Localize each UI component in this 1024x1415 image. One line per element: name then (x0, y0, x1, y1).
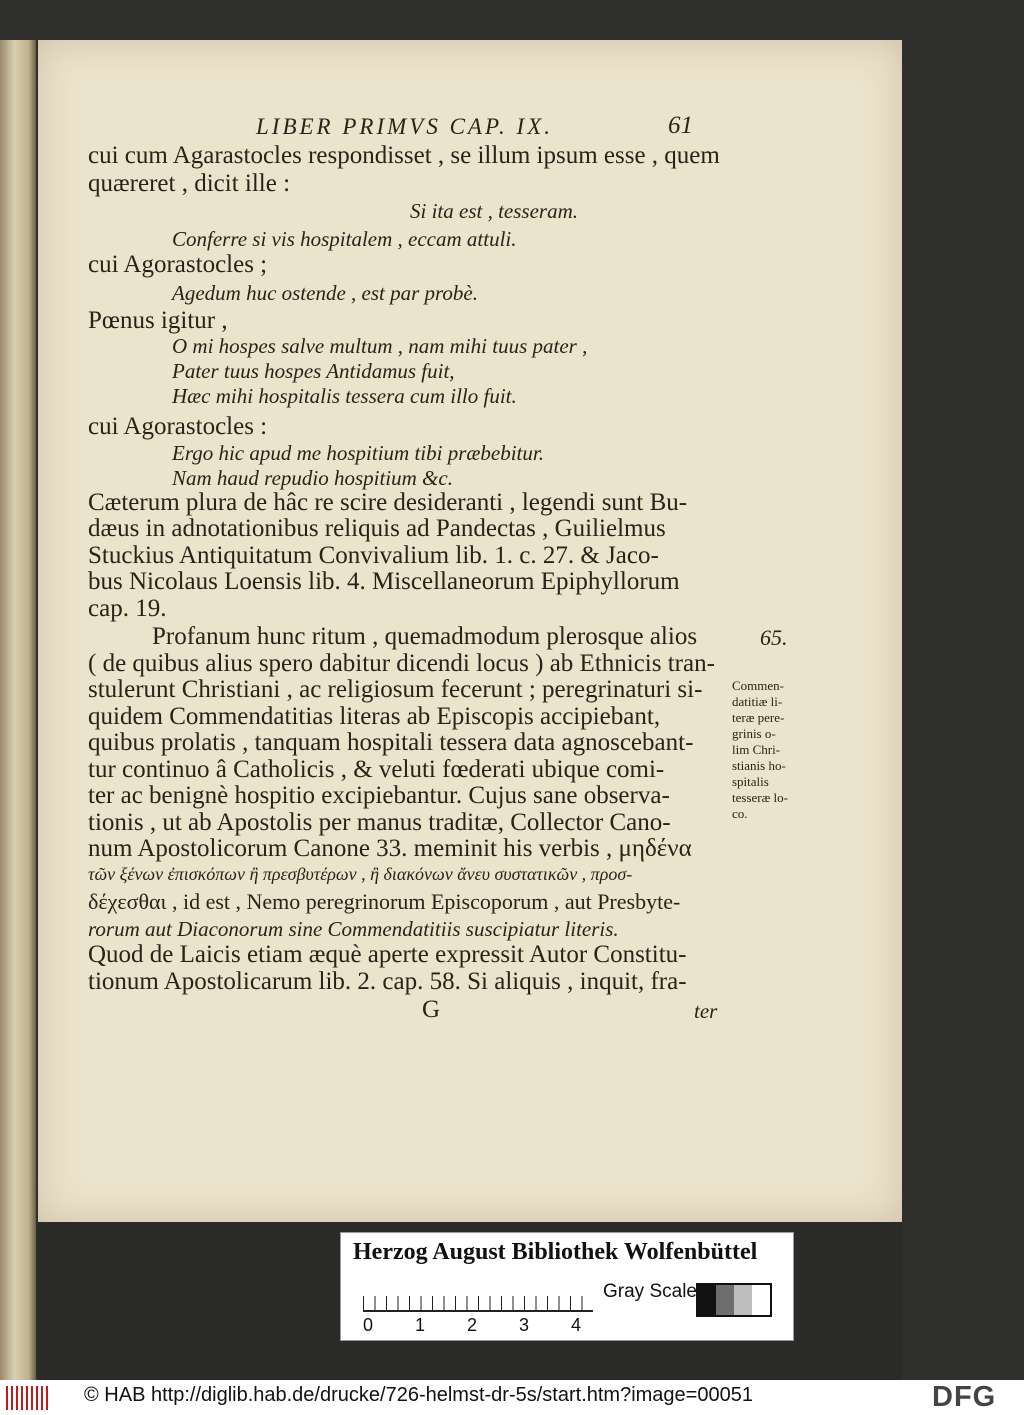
text-line: quibus prolatis , tanquam hospitali tessera data agnoscebant- (88, 729, 694, 756)
text-line: cui Agorastocles : (88, 413, 268, 440)
text-line: tionis , ut ab Apostolis per manus traditæ, Collector Cano- (88, 809, 671, 836)
verse-line: Hæc mihi hospitalis tessera cum illo fuit. (172, 384, 517, 408)
margin-note-line: tesseræ lo- (732, 790, 788, 805)
text-line: num Apostolicorum Canone 33. meminit his verbis , μηδένα (88, 835, 692, 862)
margin-note-line: spitalis (732, 774, 769, 789)
verse-line: Pater tuus hospes Antidamus fuit, (172, 359, 455, 383)
gray-swatch (716, 1285, 734, 1315)
verse-line: Si ita est , tesseram. (410, 199, 578, 223)
text-line: Pœnus igitur , (88, 307, 228, 334)
dfg-logo: DFG (932, 1381, 997, 1413)
text-line: stulerunt Christiani , ac religiosum fecerunt ; peregrinaturi si- (88, 676, 703, 703)
catchword: ter (694, 999, 718, 1023)
text-line: Quod de Laicis etiam æquè aperte expressit Autor Constitu- (88, 941, 687, 968)
margin-note-line: teræ pere- (732, 710, 785, 725)
text-line: ter ac benignè hospitio excipiebantur. Cujus sane observa- (88, 782, 670, 809)
verse-line: Conferre si vis hospitalem , eccam attuli. (172, 227, 517, 251)
text-line: ( de quibus alius spero dabitur dicendi locus ) ab Ethnicis tran- (88, 650, 715, 677)
text-line: quæreret , dicit ille : (88, 170, 291, 197)
scale-number: 1 (415, 1315, 426, 1335)
text-line: bus Nicolaus Loensis lib. 4. Miscellaneorum Epiphyllorum (88, 568, 680, 595)
gray-swatch (752, 1285, 770, 1315)
text-line: dæus in adnotationibus reliquis ad Pandectas , Guilielmus (88, 515, 666, 542)
text-line: tur continuo â Catholicis , & veluti fœderati ubique comi- (88, 756, 665, 783)
footer-bar (0, 1380, 1024, 1415)
margin-number: 65. (760, 625, 788, 650)
left-page-edge (0, 40, 36, 1380)
text-line: cap. 19. (88, 595, 167, 622)
text-line: rorum aut Diaconorum sine Commendatitiis suscipiatur literis. (88, 917, 619, 941)
text-line: cui cum Agarastocles respondisset , se illum ipsum esse , quem (88, 142, 720, 169)
scale-number: 0 (363, 1315, 374, 1335)
text-line: Stuckius Antiquitatum Convivalium lib. 1. c. 27. & Jaco- (88, 542, 659, 569)
margin-note-line: Commen- (732, 678, 784, 693)
text-line: quidem Commendatitias literas ab Episcopis accipiebant, (88, 703, 661, 730)
greek-line: τῶν ξένων ἐπισκόπων ἢ πρεσβυτέρων , ἢ διακόνων ἄνευ συστατικῶν , προσ- (88, 864, 633, 884)
scale-number: 3 (519, 1315, 530, 1335)
text-line: Cæterum plura de hâc re scire desideranti , legendi sunt Bu- (88, 489, 688, 516)
margin-note-line: lim Chri- (732, 742, 781, 757)
margin-note-line: stianis ho- (732, 758, 786, 773)
text-line: δέχεσθαι , id est , Nemo peregrinorum Episcoporum , aut Presbyte- (88, 889, 681, 914)
verse-line: Ergo hic apud me hospitium tibi præbebitur. (172, 441, 544, 465)
page-number: 61 (668, 112, 693, 139)
text-line: cui Agorastocles ; (88, 251, 268, 278)
margin-note-line: co. (732, 806, 748, 821)
text-line: tionum Apostolicarum lib. 2. cap. 58. Si aliquis , inquit, fra- (88, 968, 687, 995)
verse-line: Nam haud repudio hospitium &c. (172, 466, 453, 490)
text-line: Profanum hunc ritum , quemadmodum plerosque alios (152, 623, 698, 650)
verse-line: Agedum huc ostende , est par probè. (172, 281, 478, 305)
gray-scale-label: Gray Scale (603, 1281, 697, 1302)
signature-mark: G (422, 996, 441, 1023)
gray-scale-swatches (696, 1283, 772, 1317)
scale-number: 4 (571, 1315, 582, 1335)
library-title: Herzog August Bibliothek Wolfenbüttel (353, 1239, 758, 1265)
running-header: LIBER PRIMVS CAP. IX. (256, 114, 553, 139)
copyright-url[interactable]: © HAB http://diglib.hab.de/drucke/726-helmst-dr-5s/start.htm?image=00051 (84, 1384, 753, 1406)
barcode-icon (6, 1386, 50, 1410)
verse-line: O mi hospes salve multum , nam mihi tuus pater , (172, 334, 588, 358)
gray-swatch (734, 1285, 752, 1315)
scale-number: 2 (467, 1315, 478, 1335)
library-scale-card (340, 1232, 794, 1341)
gray-swatch (698, 1285, 716, 1315)
margin-note-line: grinis o- (732, 726, 776, 741)
margin-note-line: datitiæ li- (732, 694, 783, 709)
measure-scale (363, 1280, 593, 1312)
